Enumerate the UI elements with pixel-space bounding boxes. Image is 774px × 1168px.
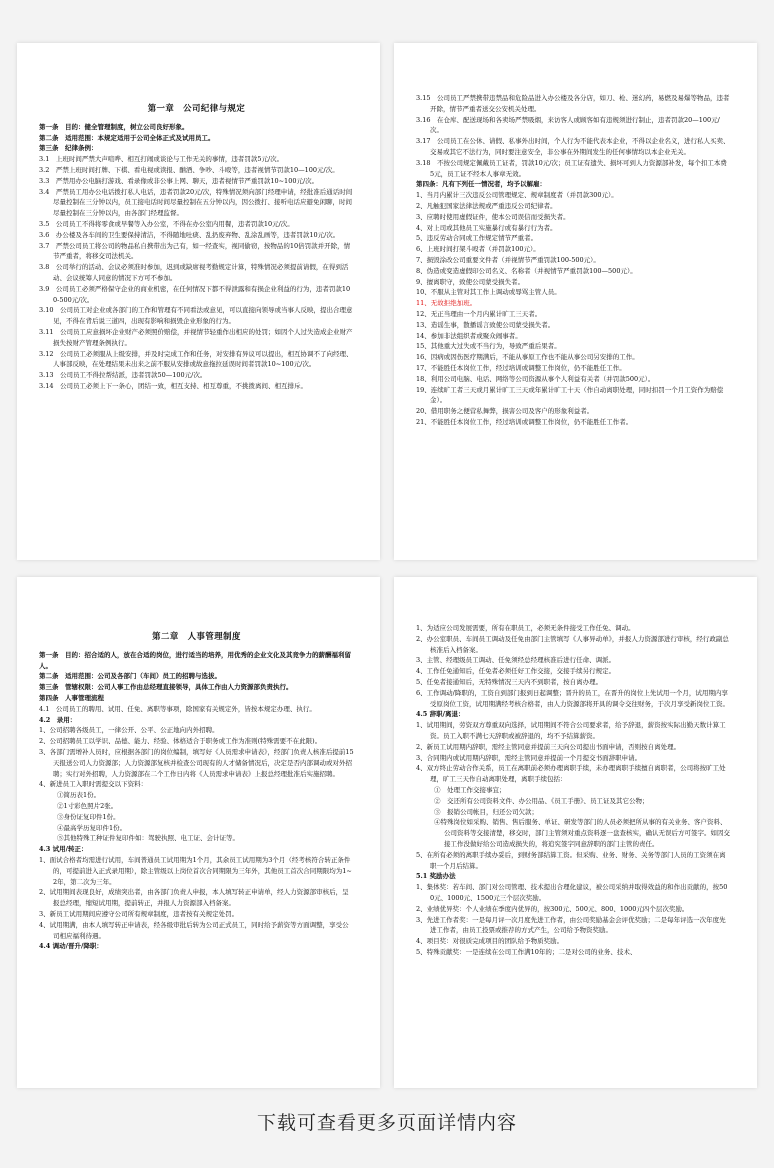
text-line: 3.8 公司举行的活动、会议必须准时参加，迟到或缺席视考勤规定计算，特殊情况必须提前请假，在得到活动、会议统筹人同意的情况下方可不参加。 [39, 263, 349, 282]
text-line: 20、借用职务之便营私舞弊，损害公司及客户的形象利益者。 [416, 407, 594, 416]
text-line: 3.4 严禁员工用办公电话拨打私人电话，违者罚款20元/次，特殊情况须向部门经理申请，经批准后通话时间尽量控制在三分钟以内，员工接电话时间尽量控制在五分钟以内，因公拨打、接听电话应避免闲聊，时间尽量控制在三分钟以内，由各部门经理监督。 [39, 187, 353, 218]
text-line: ② 交还所有公司资料文件、办公用品、《员工手册》、员工证及其它公物； [434, 796, 649, 805]
page-3-lines [39, 650, 354, 952]
text-line: 3.18 不按公司规定佩戴员工证者，罚款10元/次；员工证有遗失、损坏可到人力资源部补发，每个扣工本费5元，员工证不经本人事章无效。 [416, 158, 727, 178]
text-line: 第二条 适用范围：公司及各部门（车间）员工的招聘与选拔。 [39, 672, 221, 681]
text-line: ① 处理工作交接事宜； [434, 785, 506, 794]
document-page-4 [394, 577, 757, 1088]
text-line: ①简历表1份。 [57, 791, 101, 800]
text-line: ③身份证复印件1份。 [57, 812, 120, 821]
text-line: 4、试用期满，由本人填写转正申请表，经各级审批后转为公司正式员工，同时给予薪资等方面调整，享受公司相应福利待遇。 [39, 920, 349, 940]
document-page-1 [17, 43, 380, 560]
text-line: 16、因病或因伤医疗期满后，不能从事原工作也不能从事公司另安排的工作。 [416, 353, 639, 362]
text-line: 第二条 适用范围：本规定适用于公司全体正式及试用员工。 [39, 133, 215, 142]
text-line: 1、当月内累计三次违反公司管理规定、规章制度者（并罚款300元）。 [416, 191, 618, 200]
text-line: 3.12 公司员工必须服从上级安排，并及时完成工作和任务，对安排有异议可以提出，相互协调不了向经理、人事部反映，在处理结果未出来之前不服从安排或故意拖拉延误时间者罚款10~100元/次。 [39, 349, 353, 369]
text-line: 3、应聘时使用虚假证件，使本公司误信而受损失者。 [416, 212, 570, 221]
text-line: 1、面试合格者均需进行试用，车间普通员工试用期为1个月，其余员工试用期为3个月（经考核符合转正条件的，可提前进入正式录用期），除主管级以上岗位首次合同期限为三年外，其他员工首次合同期限均为1~2年，第二次为三年。 [39, 855, 352, 886]
page-4-content [394, 577, 757, 1088]
text-line: 11、无故拒绝加班。 [416, 299, 477, 308]
text-line: 3.7 严禁公司员工将公司的物品私自携带出为己有，如一经查实，视同偷窃，按物品的10倍罚款并开除，情节严重者，将移交司法机关。 [39, 241, 351, 261]
chapter-2-title: 第二章 人事管理制度 [152, 631, 241, 641]
text-line: ③ 报销公司帐目，归还公司欠款； [434, 807, 538, 816]
text-line: 4.5 辞职/离退： [416, 710, 465, 719]
chapter-1-title: 第一章 公司纪律与规定 [147, 103, 246, 113]
text-line: 3.14 公司员工必须上下一条心，团结一致，相互支持、相互尊重，不挑拨离间、相互排斥。 [39, 381, 307, 390]
text-line: 4.2 录用： [39, 715, 77, 724]
text-line: 3、主管、经理级员工调动、任免须经总经理核准后进行任命、调派。 [416, 656, 616, 665]
page-2-content [394, 43, 757, 560]
text-line: 3.1 上班时间严禁大声喧哗、相互打闹或谈论与工作无关的事情，违者罚款5元/次。 [39, 155, 284, 164]
text-line: 2、新员工试用期内辞职，需经主管同意并提前三天向公司提出书面申请，否则按自离处理。 [416, 742, 681, 751]
text-line: 21、不能胜任本岗位工作，经过培训或调整工作岗位，仍不能胜任工作者。 [416, 417, 633, 426]
text-line: 2、凡触犯国家法律法规或严重违反公司纪律者。 [416, 201, 557, 210]
text-line: 3.6 办公楼及各车间的卫生要保持清洁，不得随地吐痰、乱扔废弃物、乱涂乱画等，违者罚款10元/次。 [39, 230, 340, 239]
document-page-2 [394, 43, 757, 560]
text-line: 19、连续旷工者三天或月累计旷工三天或年累计旷工十天（作自动离职处理，同时扣罚一个月工资作为赔偿金）。 [416, 385, 724, 405]
text-line: 6、上班时间打架斗殴者（并罚款100元）。 [416, 245, 540, 254]
page-3-content [17, 577, 380, 1088]
text-line: 3.13 公司员工不得拉帮结派，违者罚款50—100元/次。 [39, 371, 207, 380]
text-line: 第一条 目的：健全管理制度，树立公司良好形象。 [39, 122, 189, 131]
text-line: 4、对上司或其他员工实施暴行或有暴行行为者。 [416, 223, 557, 232]
text-line: 3.16 在仓库、配送现场和各卖场严禁吸烟，来访客人或顾客如有违规须进行制止，违者罚款20—100元/次。 [416, 115, 720, 135]
text-line: ④最高学历复印件1份。 [57, 823, 127, 832]
text-line: 5、违反劳动合同或工作规定情节严重者。 [416, 234, 538, 243]
document-page-3 [17, 577, 380, 1088]
text-line: ⑤其他特殊工种证件复印件如：驾驶执照、电工证、会计证等。 [57, 834, 239, 843]
text-line: 3.5 公司员工不得将零食或早餐等入办公室，不得在办公室内用餐，违者罚款10元/次。 [39, 219, 294, 228]
text-line: 2、公司招聘员工以学识、品德、能力、经验、体格适合于职务或工作为准则(特殊需要不在此限)。 [39, 737, 322, 746]
text-line: 1、公司招聘各级员工，一律公开、公平、公正地向内外招聘。 [39, 726, 219, 735]
text-line: 4、工作任免通知后，任免者必须任好工作交接，交接手续另行规定。 [416, 667, 616, 676]
text-line: 4、项目奖：对很质完成项目的团队给予物质奖励。 [416, 937, 564, 946]
text-line: 14、参加非法组织者或聚众闹事者。 [416, 331, 522, 340]
text-line: 5、任免者接通知后，无特殊情况三天内不到职者，按自离办理。 [416, 677, 603, 686]
text-line: 1、试用期间，劳资双方尊重双向选择，试用期间不符合公司要求者，给予辞退，薪资按实际出勤天数计算工资。员工入职不满七天辞职或被辞退的，均不予结算薪资。 [416, 721, 726, 740]
text-line: 18、利用公司电脑、电话、网络等公司资源从事个人利益有关者（并罚款500元）。 [416, 374, 655, 383]
text-line: 3.11 公司员工应意损坏企业财产必须照价赔偿，并视情节轻重作出相应的处罚；如因个人过失造成企业财产损失按财产管理条例执行。 [39, 327, 353, 347]
text-line: 4、双方终止劳动合作关系，员工在离职前必须办理离职手续，未办理离职手续擅自离职者，公司将按旷工处理，旷工三天作自动离职处理，离职手续包括： [416, 764, 726, 784]
text-line: 3.17 公司员工在公休、请假、私事外出时间，个人行为不能代表本企业，不得以企业名义，进行私人买卖、交易或其它不法行为，同时要注意安全，非公事在外期间发生的任何事情均以本企业无关。 [416, 137, 730, 156]
text-line: 3、新员工试用期间应遵守公司所有规章制度，违者按有关规定处罚。 [39, 909, 239, 918]
text-line: 1、集体奖：若车间、部门对公司管理、技术提出合理化建议，被公司采纳并取得效益的和作出贡献的，按500元、1000元、1500元三个层次奖励。 [416, 883, 728, 902]
text-line: 6、工作调动/降职的，工资自到部门报到日起调整；晋升的员工，在晋升的岗位上先试用一个月，试用期内享受原岗位工资，试用期满经考核合格者，由人力资源部将开具的调令交往财务，于次月享受新岗位工资。 [416, 688, 729, 708]
text-line: 17、不能胜任本岗位工作，经过培训或调整工作岗位，仍不能胜任工作。 [416, 363, 626, 372]
text-line: 3.3 严禁用办公电脑打游戏、看录像或非公事上网、聊天，违者视情节严重罚款10~100元/次。 [39, 176, 319, 185]
text-line: 13、造谣生事，散播谣言致使公司蒙受损失者。 [416, 320, 555, 329]
text-line: ④特殊岗位如采购、销售、售后服务、单证、研发等部门的人员必须把所从事的有关业务、客户资料、公司资料等交接清楚，移交时，部门主管须对重点资料逐一盘查核实，确认无误后方可签字。如因交接工作没做好给公司造成损失的，将追究签字同意辞职的部门主管的责任。 [434, 818, 730, 848]
text-line: 3、各部门需增补人员时，应根据各部门的岗位编制，填写好《人员需求申请表》，经部门负责人核准后提前15天报送公司人力资源部；人力资源部复核并检查公司现有的人才储备情况后，决定是否内部调动或对外招聘；实行对外招聘，人力资源部在二个工作日内将《人员需求申请表》上报总经理批准后实施招聘。 [39, 747, 354, 778]
text-line: 4、新进员工入职时需提交以下资料： [39, 780, 148, 789]
text-line: 15、其他重大过失或不当行为，导致严重后果者。 [416, 342, 561, 351]
text-line: 4.3 试用/转正： [39, 845, 88, 854]
page-2-lines [416, 93, 731, 428]
text-line: 3.9 公司员工必须严格保守企业的商业机密，在任何情况下都不得泄露和有损企业利益的行为，违者罚款100-500元/次。 [39, 284, 351, 304]
text-line: 第四条 人事管理流程 [39, 693, 104, 702]
page-1-lines [39, 122, 354, 392]
text-line: 3、先进工作者奖：一是每月评一次月度先进工作者，由公司奖励基金会评优奖励；二是每年评选一次年度先进工作者，由员工投票或推荐的方式产生，公司给予物资奖励。 [416, 915, 726, 935]
text-line: 9、擅离职守，致使公司蒙受损失者。 [416, 277, 525, 286]
text-line: ②1寸彩色照片2张。 [57, 801, 118, 810]
text-line: 3.15 公司员工严禁携带违禁品和危险品进入办公楼及各分店，如刀、枪、迷幻药，易燃及易爆等物品，违者开除，情节严重者送交公安机关处理。 [416, 94, 730, 113]
text-line: 1、为适应公司发展需要，所有在职员工，必须无条件接受工作任免、调动。 [416, 624, 635, 632]
text-line: 5、在所有必须的离职手续办妥后，到财务部结算工资。但采购、业务、财务、关务等部门人员的工资须在离职一个月后结算。 [416, 850, 726, 870]
text-line: 2、业绩优异奖：个人业绩在季度内优异的，按300元、500元、800、1000元四个层次奖励。 [416, 904, 689, 913]
text-line: 2、试用期间表现良好，成绩突出者，由各部门负责人申报，本人填写转正申请单，经人力资源部审核后，呈报总经理，缩短试用期，提前转正，并报人力资源部入档备案。 [39, 888, 349, 908]
text-line: 12、无正当理由一个月内累计旷工三天者。 [416, 309, 542, 318]
text-line: 5.1 奖励办法 [416, 872, 456, 881]
text-line: 3.10 公司员工对企业或各部门的工作和管理有不同看法或意见，可以直接向领导或当事人反映，提出合理意见，不得在背后说三道四，出现有影响和损毁企业形象的行为。 [39, 306, 353, 326]
text-line: 5、特殊贡献奖：一是连续在公司工作满10年的；二是对公司的业务、技术、 [416, 947, 637, 956]
page-1-content [17, 43, 380, 560]
text-line: 10、不服从主管对其工作上调动或辱骂主管人员。 [416, 288, 561, 297]
text-line: 3、合同期内或试用期内辞职，需经主管同意并提前一个月提交书面辞职申请。 [416, 753, 642, 762]
text-line: 8、伪造或变造虚假印公司名义、名称者（并视情节严重罚款100—500元）。 [416, 266, 637, 275]
text-line: 第三条 管辖权限：公司人事工作由总经理直接领导，具体工作由人力资源部负责执行。 [39, 683, 293, 692]
text-line: 3.2 严禁上班时间打牌、下棋、看电视或读报、酗酒、争吵、斗殴等，违者视情节罚款10—100元/次。 [39, 165, 339, 174]
text-line: 第三条 纪律条例： [39, 144, 98, 153]
text-line: 7、损毁涂改公司重要文件者（并视情节严重罚款100-500元）。 [416, 255, 600, 264]
text-line: 4.1 公司员工的聘用、试用、任免、离职等事项，除国家有关规定外，皆按本规定办理、执行。 [39, 704, 316, 713]
page-4-lines [416, 623, 731, 958]
text-line: 第一条 目的：招合适的人，放在合适的岗位，进行适当的培养，用优秀的企业文化及其竞争力的薪酬福利留人。 [39, 650, 351, 670]
text-line: 第四条：凡有下列任一情况者，均予以解雇： [416, 180, 546, 189]
download-more-footer[interactable]: 下载可查看更多页面详情内容 [256, 1112, 517, 1134]
text-line: 4.4 调动/晋升/降职： [39, 942, 103, 951]
text-line: 2、办公室职员、车间员工调动及任免由部门主管填写《人事异动单》，并报人力资源部进行审核，经行政副总核准后入档备案。 [416, 634, 729, 654]
